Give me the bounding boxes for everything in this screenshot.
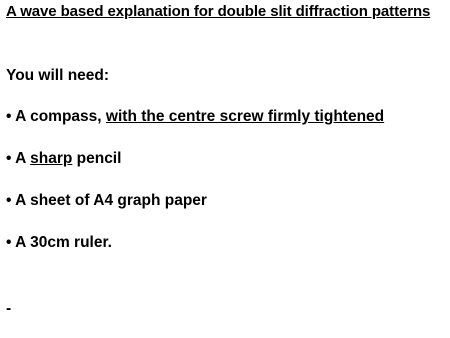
slide-title: A wave based explanation for double slit diffraction patterns — [6, 3, 431, 20]
item-text: A sheet of A4 graph paper — [15, 192, 207, 209]
item-suffix: pencil — [72, 150, 122, 167]
bullet: • — [6, 192, 12, 209]
item-emphasis: sharp — [30, 150, 73, 167]
item-text: A 30cm ruler. — [15, 234, 112, 251]
bullet: • — [6, 150, 12, 167]
list-item-pencil — [6, 150, 121, 168]
list-item-compass — [6, 108, 384, 126]
subheading: You will need: — [6, 67, 110, 84]
bullet: • — [6, 234, 12, 251]
list-item-ruler — [6, 234, 112, 252]
item-prefix: A — [15, 150, 31, 167]
list-item-graph-paper — [6, 192, 207, 210]
bullet: • — [6, 108, 12, 125]
item-prefix: A compass, — [15, 108, 106, 125]
trailing-mark: - — [6, 300, 12, 317]
item-emphasis: with the centre screw firmly tightened — [105, 108, 385, 125]
